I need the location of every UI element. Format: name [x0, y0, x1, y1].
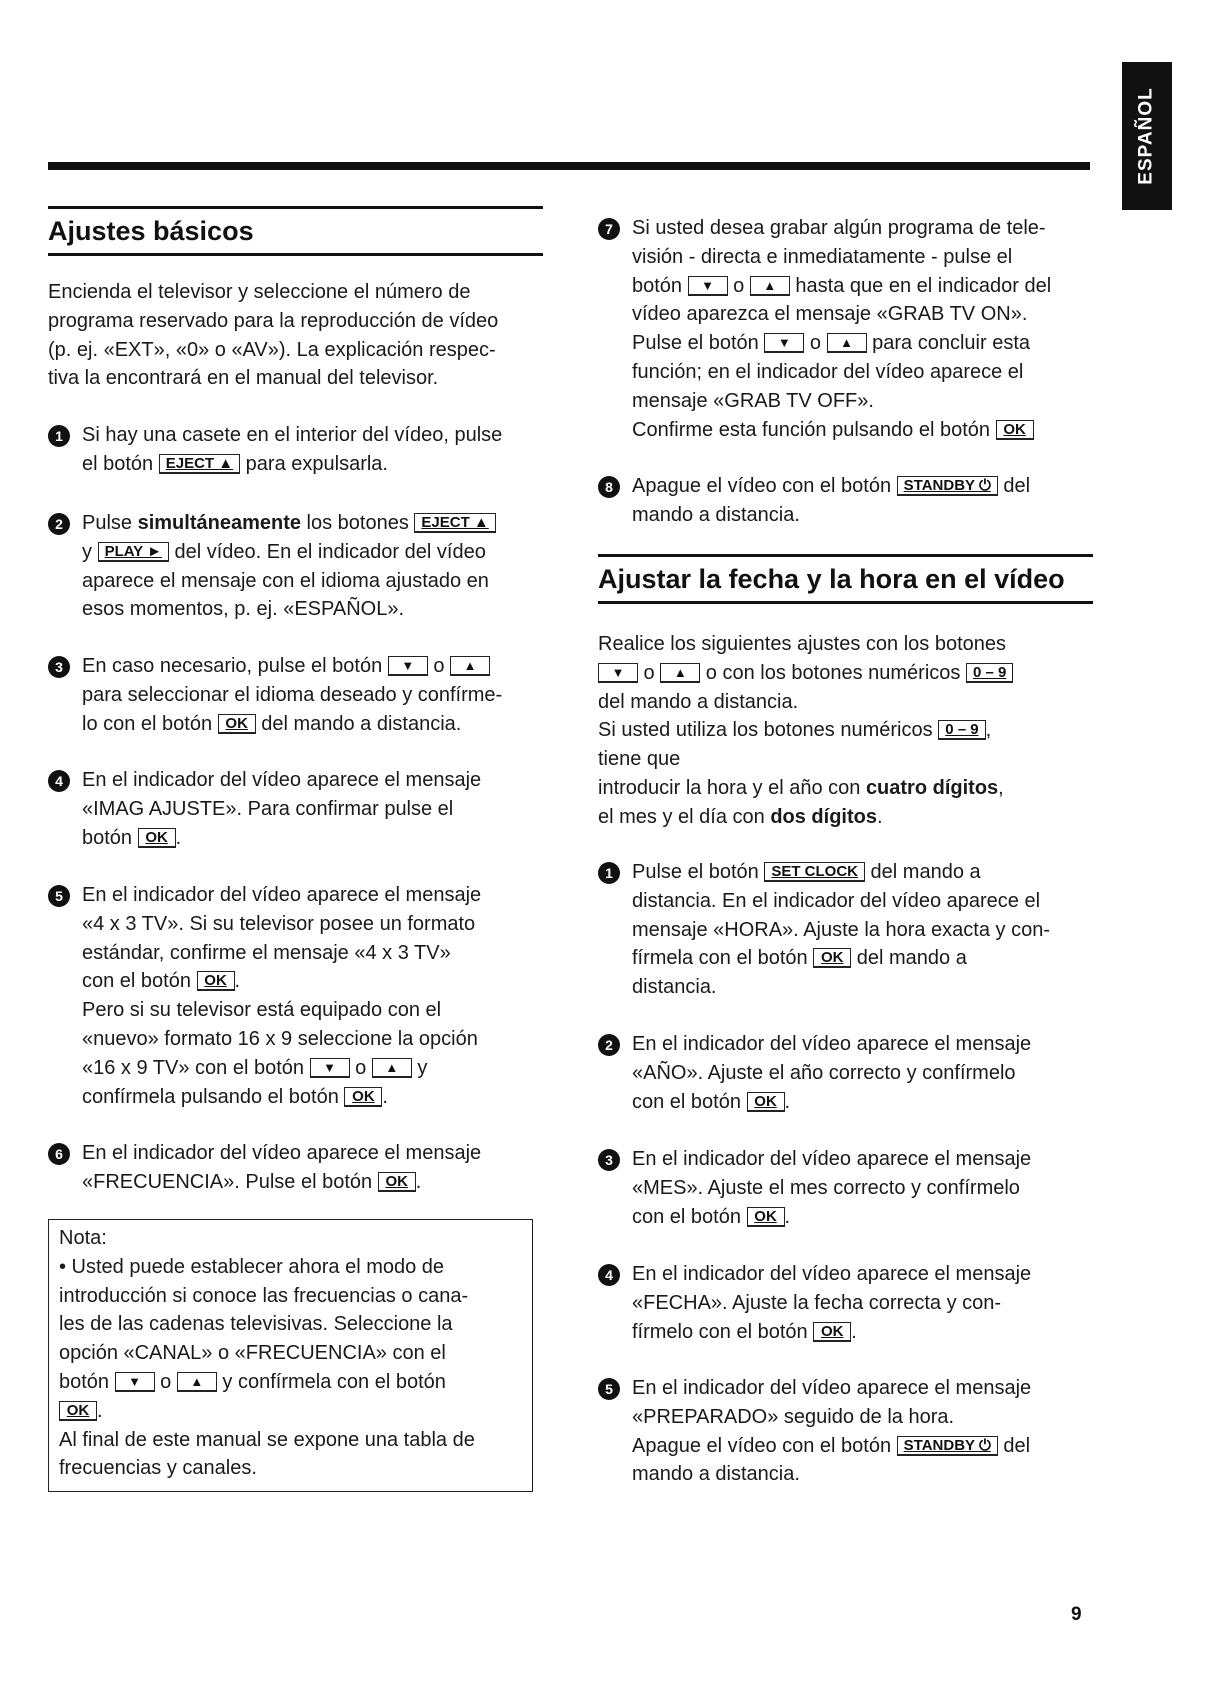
remote-button-label: ▲	[177, 1372, 217, 1392]
text-line: Realice los siguientes ajustes con los botones	[598, 633, 1007, 655]
page-number: 9	[1071, 1604, 1082, 1625]
text-line: con el botón OK .	[632, 1090, 791, 1113]
remote-button-label: 0 – 9	[938, 720, 985, 740]
step-number-icon: 4	[598, 1264, 620, 1286]
text-line: En el indicador del vídeo aparece el mensaje	[82, 1142, 482, 1164]
remote-button-label: ▲	[372, 1058, 412, 1078]
language-tab-label: ESPAÑOL	[1136, 87, 1157, 185]
step-text	[632, 858, 1093, 1002]
intro-paragraph	[48, 278, 543, 393]
step-text	[632, 1374, 1093, 1489]
step-number-icon: 8	[598, 476, 620, 498]
step	[598, 472, 1093, 530]
text-line: mando a distancia.	[632, 1463, 800, 1486]
text-line: Apague el vídeo con el botón STANDBY ⏻ del	[632, 475, 1031, 497]
text-line: tiene que	[598, 748, 681, 771]
step	[48, 766, 543, 852]
remote-button-label: OK	[747, 1092, 785, 1112]
section-title: Ajustes básicos	[48, 216, 254, 246]
text-line: Si usted utiliza los botones numéricos 0 – 9 ,	[598, 719, 992, 742]
step-number-icon: 1	[48, 425, 70, 447]
text-line: «16 x 9 TV» con el botón ▼ o ▲ y	[82, 1056, 428, 1079]
text-line: OK .	[59, 1397, 524, 1426]
text-line: Pulse el botón SET CLOCK del mando a	[632, 861, 981, 883]
header-rule	[48, 162, 1090, 170]
text-line: En el indicador del vídeo aparece el mensaje	[82, 884, 482, 906]
remote-button-label: EJECT ▲	[159, 454, 240, 474]
text-line: el mes y el día con dos dígitos.	[598, 805, 883, 828]
remote-button-label: ▲	[827, 333, 867, 353]
remote-button-label: OK	[344, 1087, 382, 1107]
text-line: vídeo aparezca el mensaje «GRAB TV ON».	[632, 303, 1028, 326]
step	[48, 881, 543, 1111]
text-line: distancia. En el indicador del vídeo aparece el	[632, 889, 1041, 912]
text-line: En el indicador del vídeo aparece el mensaje	[82, 769, 482, 791]
step-number-icon: 5	[598, 1378, 620, 1400]
step	[48, 509, 543, 624]
step-number-icon: 2	[598, 1034, 620, 1056]
text-line: Pulse el botón ▼ o ▲ para concluir esta	[632, 332, 1030, 355]
remote-button-label: OK	[59, 1401, 97, 1421]
step	[598, 1260, 1093, 1346]
step	[48, 652, 543, 738]
text-line: mensaje «HORA». Ajuste la hora exacta y con-	[632, 918, 1050, 941]
note-box	[48, 1219, 533, 1492]
remote-button-label: ▼	[310, 1058, 350, 1078]
text-line: para seleccionar el idioma deseado y confírme-	[82, 683, 503, 706]
language-tab	[1122, 62, 1172, 210]
step-text	[632, 214, 1093, 444]
text-line: frecuencias y canales.	[59, 1457, 257, 1480]
text-line: con el botón OK .	[82, 970, 241, 993]
step-text	[82, 766, 543, 852]
text-line: «AÑO». Ajuste el año correcto y confírmelo	[632, 1061, 1016, 1084]
step	[598, 858, 1093, 1002]
text-line: con el botón OK .	[632, 1205, 791, 1228]
remote-button-label: ▲	[660, 663, 700, 683]
remote-button-label: OK	[813, 1322, 851, 1342]
text-line: Confirme esta función pulsando el botón OK	[632, 416, 1093, 445]
section-rule-bottom	[48, 253, 543, 256]
remote-button-label: ▲	[450, 656, 490, 676]
text-line: En el indicador del vídeo aparece el mensaje	[632, 1377, 1032, 1399]
text-line: botón ▼ o ▲ y confírmela con el botón	[59, 1370, 446, 1393]
text-line: visión - directa e inmediatamente - pulse el	[632, 245, 1013, 268]
section-header-basic-settings	[48, 206, 543, 256]
intro-line: (p. ej. «EXT», «0» o «AV»). La explicación respec-	[48, 338, 496, 361]
text-line: función; en el indicador del vídeo aparece el	[632, 360, 1024, 383]
text-line: Nota:	[59, 1227, 107, 1249]
remote-button-label: ▼	[388, 656, 428, 676]
intro-line: tiva la encontrará en el manual del televisor.	[48, 367, 439, 390]
section-rule-bottom	[598, 601, 1093, 604]
step	[598, 214, 1093, 444]
step-number-icon: 6	[48, 1143, 70, 1165]
text-line: Si usted desea grabar algún programa de tele-	[632, 217, 1046, 239]
remote-button-label: STANDBY ⏻	[897, 1436, 998, 1456]
step-text	[82, 1139, 543, 1197]
text-line: «FECHA». Ajuste la fecha correcta y con-	[632, 1291, 1002, 1314]
emphasis: simultáneamente	[137, 512, 301, 534]
emphasis: dos dígitos	[770, 805, 877, 828]
remote-button-label: OK	[218, 714, 256, 734]
text-line: distancia.	[632, 976, 717, 999]
remote-button-label: ▼	[764, 333, 804, 353]
text-line: Pulse simultáneamente los botones EJECT ▲	[82, 509, 543, 538]
text-line: Pero si su televisor está equipado con el	[82, 999, 442, 1022]
text-line: ▼ o ▲ o con los botones numéricos 0 – 9	[598, 659, 1093, 688]
text-line: «nuevo» formato 16 x 9 seleccione la opción	[82, 1027, 478, 1050]
text-line: mensaje «GRAB TV OFF».	[632, 389, 874, 412]
step-text	[632, 472, 1093, 530]
step-text	[82, 509, 543, 624]
text-line: y PLAY ► del vídeo. En el indicador del vídeo	[82, 540, 486, 563]
remote-button-label: ▼	[115, 1372, 155, 1392]
text-line: botón ▼ o ▲ hasta que en el indicador del	[632, 274, 1052, 297]
step-text	[82, 881, 543, 1111]
text-line: «FRECUENCIA». Pulse el botón OK .	[82, 1170, 422, 1193]
remote-button-label: OK	[197, 971, 235, 991]
step-text	[632, 1260, 1093, 1346]
text-line: introducción si conoce las frecuencias o cana-	[59, 1284, 469, 1307]
remote-button-label: OK	[813, 948, 851, 968]
text-line: Al final de este manual se expone una tabla de	[59, 1428, 475, 1451]
step-number-icon: 5	[48, 885, 70, 907]
remote-button-label: OK	[138, 828, 176, 848]
text-line: mando a distancia.	[632, 503, 800, 526]
remote-button-label: ▼	[598, 663, 638, 683]
text-line: En el indicador del vídeo aparece el mensaje	[632, 1263, 1032, 1285]
intro-paragraph	[598, 630, 1093, 832]
step	[48, 1139, 543, 1197]
text-line: esos momentos, p. ej. «ESPAÑOL».	[82, 598, 405, 621]
text-line: Apague el vídeo con el botón STANDBY ⏻ del	[632, 1434, 1031, 1457]
step	[598, 1030, 1093, 1116]
remote-button-label: STANDBY ⏻	[897, 476, 998, 496]
remote-button-label: OK	[996, 420, 1034, 440]
intro-line: Encienda el televisor y seleccione el número de	[48, 281, 471, 303]
remote-button-label: EJECT ▲	[414, 513, 495, 533]
text-line: les de las cadenas televisivas. Seleccione la	[59, 1313, 453, 1336]
step-number-icon: 4	[48, 770, 70, 792]
remote-button-label: 0 – 9	[966, 663, 1013, 683]
text-line: confírmela pulsando el botón OK .	[82, 1085, 388, 1108]
step-number-icon: 3	[48, 656, 70, 678]
text-line: En el indicador del vídeo aparece el mensaje	[632, 1033, 1032, 1055]
text-line: botón OK .	[82, 826, 182, 849]
section-title: Ajustar la fecha y la hora en el vídeo	[598, 564, 1065, 594]
text-line: Si hay una casete en el interior del vídeo, pulse	[82, 424, 503, 446]
step	[48, 421, 543, 479]
step-number-icon: 3	[598, 1149, 620, 1171]
remote-button-label: OK	[747, 1207, 785, 1227]
text-line: lo con el botón OK del mando a distancia.	[82, 712, 462, 735]
text-line: estándar, confirme el mensaje «4 x 3 TV»	[82, 941, 451, 964]
text-line: fírmelo con el botón OK .	[632, 1320, 857, 1343]
remote-button-label: ▼	[688, 276, 728, 296]
emphasis: cuatro dígitos	[865, 776, 999, 799]
text-line: En el indicador del vídeo aparece el mensaje	[632, 1148, 1032, 1170]
remote-button-label: PLAY ►	[98, 542, 169, 562]
remote-button-label: ▲	[750, 276, 790, 296]
remote-button-label: SET CLOCK	[764, 862, 865, 882]
step-text	[632, 1030, 1093, 1116]
section-header-date-time	[598, 554, 1093, 604]
text-line: introducir la hora y el año con cuatro dígitos,	[598, 776, 1004, 799]
text-line: fírmela con el botón OK del mando a	[632, 947, 967, 970]
intro-line: programa reservado para la reproducción de vídeo	[48, 309, 499, 332]
step-number-icon: 2	[48, 513, 70, 535]
text-line: En caso necesario, pulse el botón ▼ o ▲	[82, 652, 543, 681]
remote-button-label: OK	[378, 1172, 416, 1192]
step-text	[82, 652, 543, 738]
text-line: «IMAG AJUSTE». Para confirmar pulse el	[82, 797, 454, 820]
text-line: «PREPARADO» seguido de la hora.	[632, 1405, 955, 1428]
text-line: del mando a distancia.	[598, 690, 799, 713]
text-line: el botón EJECT ▲ para expulsarla.	[82, 452, 388, 475]
text-line: «4 x 3 TV». Si su televisor posee un formato	[82, 912, 476, 935]
text-line: • Usted puede establecer ahora el modo de	[59, 1255, 445, 1278]
text-line: aparece el mensaje con el idioma ajustado en	[82, 569, 489, 592]
text-line: opción «CANAL» o «FRECUENCIA» con el	[59, 1342, 446, 1365]
step-text	[632, 1145, 1093, 1231]
step-text	[82, 421, 543, 479]
step-number-icon: 7	[598, 218, 620, 240]
step-number-icon: 1	[598, 862, 620, 884]
step	[598, 1374, 1093, 1489]
step	[598, 1145, 1093, 1231]
text-line: «MES». Ajuste el mes correcto y confírmelo	[632, 1176, 1020, 1199]
